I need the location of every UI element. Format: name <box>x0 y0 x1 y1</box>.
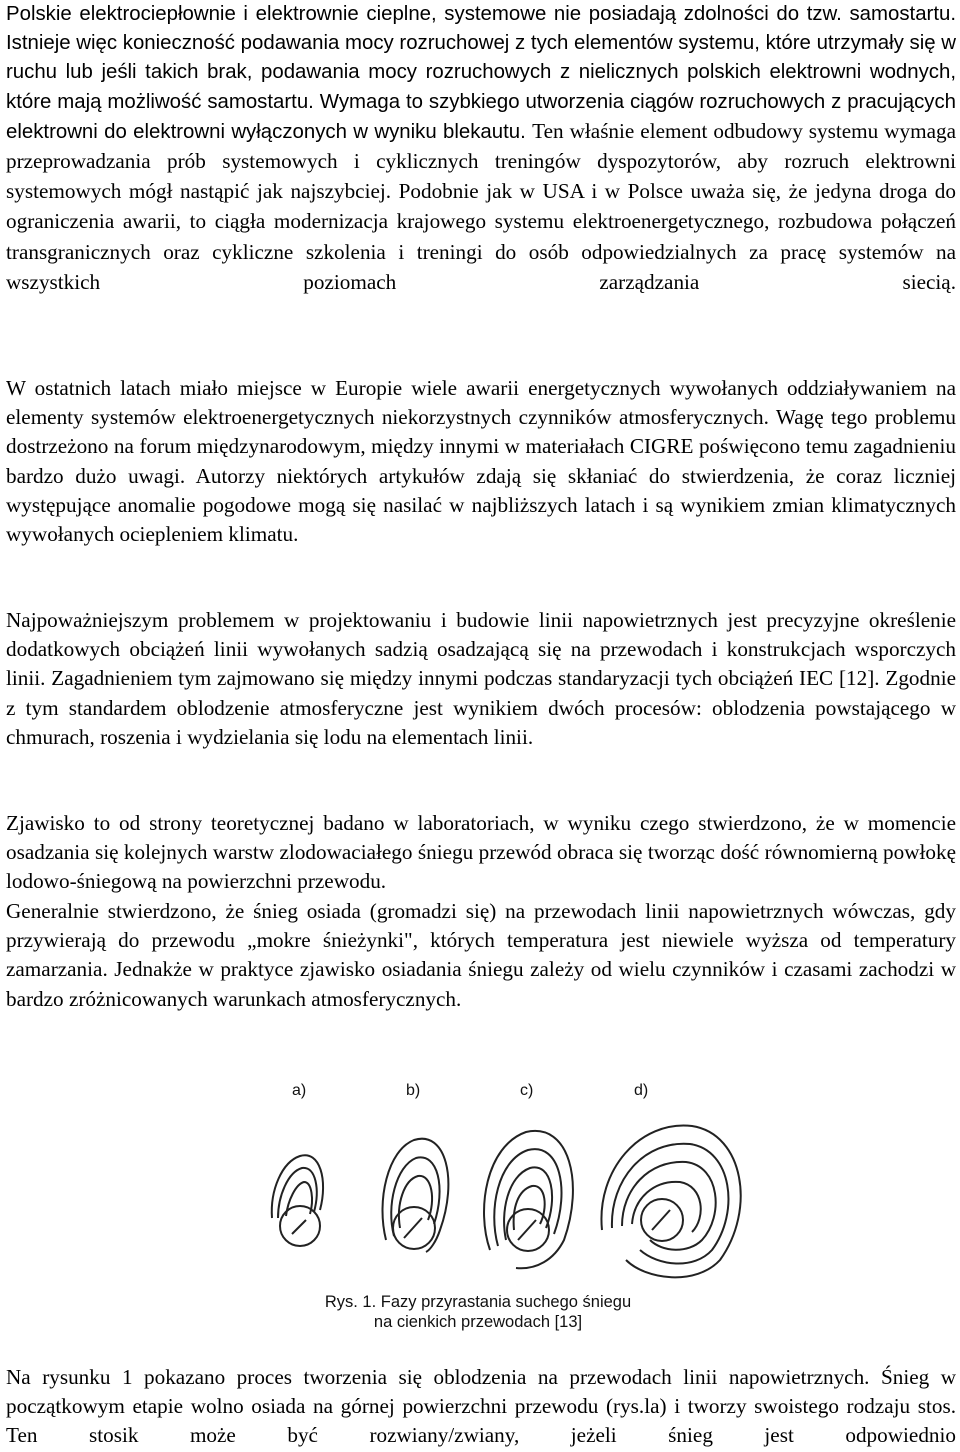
figure-caption-line2: na cienkich przewodach [13] <box>373 1313 583 1331</box>
accretion-phase-c <box>484 1131 573 1268</box>
accretion-phase-d <box>601 1126 740 1278</box>
figure-caption-line1: Rys. 1. Fazy przyrastania suchego śniegu <box>324 1293 632 1311</box>
paragraph-blackstart-text: Polskie elektrociepłownie i elektrownie cieplne, systemowe nie posiadają zdolności do tzw. samostartu. Istnieje więc konieczność podawania mocy rozruchowej z tych elementów systemu, które utrzymały się w ruchu lub jeśli takich brak, podawania mocy rozruchowych z nielicznych polskich elektrowni wodnych, które mają możliwość samostartu. Wymaga to szybkiego utworzenia ciągów rozruchowych z pracujących elektrowni do elektrowni wyłączonych w wyniku blekautu. <box>6 3 956 143</box>
accretion-phase-a <box>272 1155 323 1246</box>
figure-label-d: d) <box>634 1082 649 1099</box>
accretion-phase-b <box>382 1139 448 1252</box>
paragraph-wet-snow: Generalnie stwierdzono, że śnieg osiada (gromadzi się) na przewodach linii napowietrznych wówczas, gdy przywierają do przewodu „mokre śnieżynki", których temperatura jest niewiele wyższa od temperatury zamarzania. Jednakże w praktyce zjawisko osiadania śniegu zależy od wielu czynników i czasami zachodzi w bardzo zróżnicowanych warunkach atmosferycznych. <box>6 899 956 1011</box>
paragraph-figure-description: Na rysunku 1 pokazano proces tworzenia się oblodzenia na przewodach linii napowietrznych. Śnieg w początkowym etapie wolno osiada na górnej powierzchni przewodu (rys.la) i tworzy swoistego rodzaju stos. Ten stosik może być rozwiany/zwiany, jeżeli śnieg jest odpowiednio <box>6 1365 956 1448</box>
paragraph-blackstart <box>6 0 956 298</box>
paragraph-system-rebuild-text: Ten właśnie element odbudowy systemu wymaga przeprowadzania prób systemowych i cyklicznych treningów dyspozytorów, aby rozruch elektrowni systemowych mógł nastąpić jak najszybciej. Podobnie jak w USA i w Polsce uważa się, że jedyna droga do ograniczenia awarii, to ciągła modernizacja krajowego systemu elektroenergetycznego, rozbudowa połączeń transgranicznych oraz cykliczne szkolenia i treningi do osób odpowiedzialnych za pracę systemów na wszystkich poziomach zarządzania siecią. <box>6 118 956 294</box>
figure-label-c: c) <box>520 1082 534 1099</box>
paragraph-weather-failures: W ostatnich latach miało miejsce w Europie wiele awarii energetycznych wywołanych oddziaływaniem na elementy systemów elektroenergetycznych niekorzystnych czynników atmosferycznych. Wagę tego problemu dostrzeżono na forum międzynarodowym, między innymi w materiałach CIGRE poświęcono temu zagadnieniu bardzo dużo uwagi. Autorzy niektórych artykułów zdają się skłaniać do stwierdzenia, że coraz liczniej występujące anomalie pogodowe mogą się nasilać w najbliższych latach i są wynikiem zmian klimatycznych wywołanych ociepleniem klimatu. <box>6 376 956 547</box>
accretion-drawing <box>200 1100 760 1280</box>
paragraph-icing-loads: Najpoważniejszym problemem w projektowaniu i budowie linii napowietrznych jest precyzyjne określenie dodatkowych obciążeń linii wywołanych sadzią osadzającą się na przewodach i konstrukcjach wsporczych linii. Zagadnieniem tym zajmowano się między innymi podczas standaryzacji tych obciążeń IEC [12]. Zgodnie z tym standardem oblodzenie atmosferyczne jest wynikiem dwóch procesów: oblodzenia powstającego w chmurach, roszenia i wydzielania się lodu na elementach linii. <box>6 608 956 749</box>
figure-snow-accretion <box>200 1070 760 1340</box>
figure-label-b: b) <box>406 1082 421 1099</box>
figure-caption <box>318 1292 638 1332</box>
figure-label-a: a) <box>292 1082 307 1099</box>
paragraph-lab-study: Zjawisko to od strony teoretycznej badano w laboratoriach, w wyniku czego stwierdzono, że w momencie osadzania się kolejnych warstw zlodowaciałego śniegu przewód obraca się tworząc dość równomierną powłokę lodowo-śniegową na powierzchni przewodu. <box>6 811 956 894</box>
